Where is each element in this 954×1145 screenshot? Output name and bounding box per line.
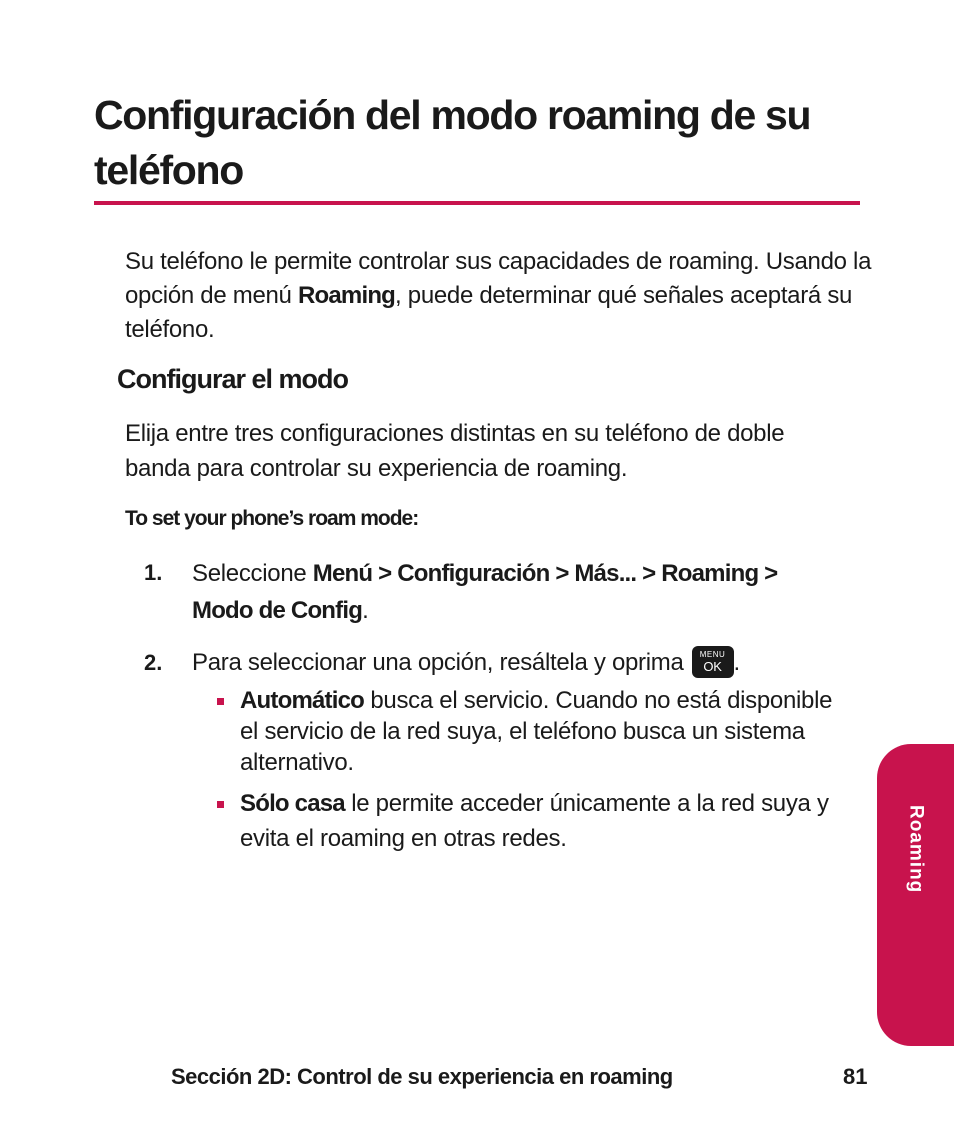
roaming-menu-option: Roaming	[297, 282, 396, 309]
option-automatic: Automático busca el servicio. Cuando no está disponible el servicio de la red suya, el teléfono busca un sistema alternativo.	[240, 687, 833, 776]
intro-paragraph: Su teléfono le permite controlar sus capacidades de roaming. Usando la opción de menú Roaming, puede determinar qué señales aceptará su teléfono.	[125, 248, 872, 343]
procedure-title: To set your phone’s roam mode:	[125, 507, 419, 530]
step-2-text: Para seleccionar una opción, resáltela y oprima MENU OK .	[192, 644, 872, 681]
menu-path-end: Modo de Config	[192, 597, 363, 624]
step-2-number: 2.	[144, 650, 163, 675]
title-divider	[94, 201, 860, 205]
section-heading: Configurar el modo	[117, 364, 348, 394]
menu-path: Menú > Configuración > Más... > Roaming >	[312, 560, 778, 587]
side-tab-label: Roaming	[905, 804, 927, 894]
section-paragraph: Elija entre tres configuraciones distintas en su teléfono de doble banda para controlar su experiencia de roaming.	[125, 420, 785, 482]
page-title: Configuración del modo roaming de su teléfono	[94, 92, 811, 193]
menu-ok-key-icon: MENU OK	[692, 646, 734, 678]
option-home-only: Sólo casa le permite acceder únicamente a la red suya y evita el roaming en otras redes.	[240, 790, 829, 852]
footer-section-title: Sección 2D: Control de su experiencia en roaming	[171, 1064, 673, 1089]
step-1-text: Seleccione Menú > Configuración > Más... > Roaming > Modo de Config.	[192, 560, 778, 624]
page-number: 81	[843, 1064, 868, 1089]
bullet-square-icon	[217, 698, 224, 705]
step-1-number: 1.	[144, 560, 163, 585]
bullet-square-icon	[217, 801, 224, 808]
side-tab-label-box	[877, 744, 954, 1046]
